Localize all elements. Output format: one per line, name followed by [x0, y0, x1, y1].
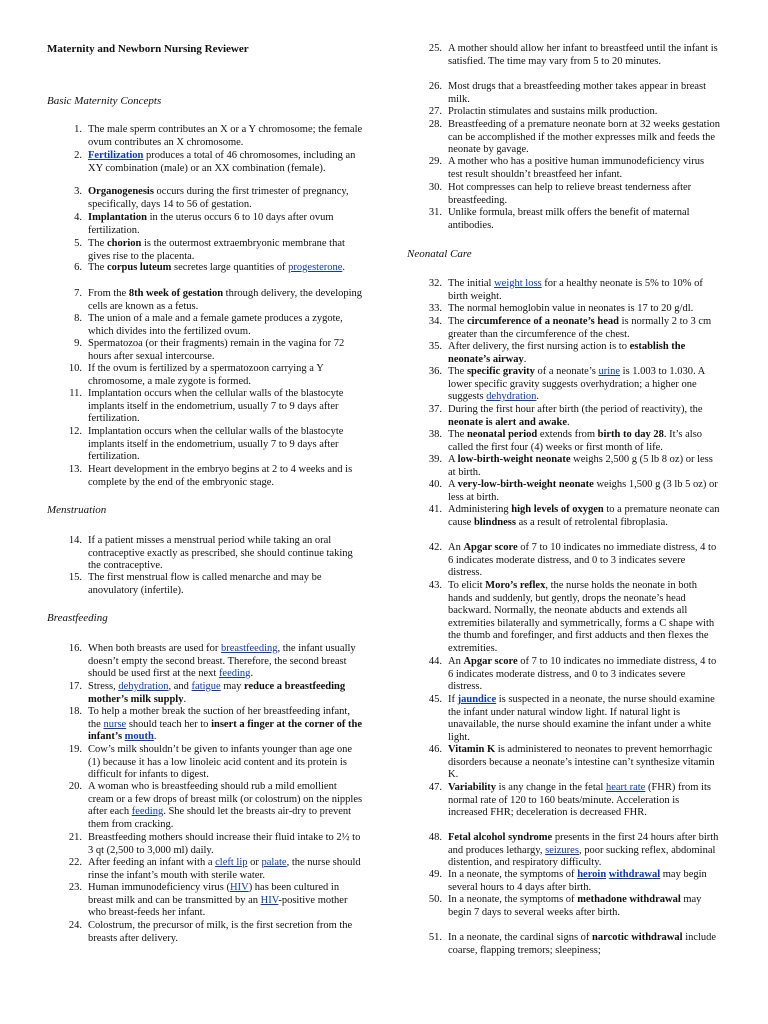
item-number: 50.	[428, 894, 442, 905]
item-text	[448, 81, 721, 106]
item-text	[448, 894, 721, 919]
text-link[interactable]: urine	[598, 366, 621, 377]
item-text	[88, 535, 365, 573]
item-number: 26.	[428, 81, 442, 92]
bold-term: Organogenesis	[88, 186, 154, 197]
item-number: 32.	[428, 278, 442, 289]
item-number: 34.	[428, 316, 442, 327]
text-run: of 7 to 10 indicates no immediate distress, 4 to 6 indicates moderate distress, and 0 to 3 indicates severe distress.	[448, 656, 717, 693]
item-number: 13.	[68, 464, 82, 475]
item-number: 37.	[428, 404, 442, 415]
text-run: is any change in the fetal	[496, 782, 606, 793]
item-number: 27.	[428, 106, 442, 117]
text-run: After delivery, the first nursing action is to	[448, 341, 630, 352]
item-text	[448, 504, 721, 529]
text-run: is the outermost extraembryonic membrane that gives rise to the placenta.	[88, 238, 345, 262]
text-run: An	[448, 656, 464, 667]
item-text	[88, 681, 365, 706]
text-link[interactable]: dehydration	[118, 681, 169, 692]
item-number: 23.	[68, 882, 82, 893]
item-number: 22.	[68, 857, 82, 868]
text-run: Heart development in the embryo begins at 2 to 4 weeks and is complete by the end of the embryonic stage.	[88, 464, 353, 488]
text-run: is normally 2 to 3 cm greater than the circumference of the chest.	[448, 316, 712, 340]
text-run: The union of a male and a female gamete produces a zygote, which divides into the fertilized ovum.	[88, 313, 343, 337]
item-text	[88, 857, 365, 882]
bold-term: chorion	[106, 238, 142, 249]
item-text	[88, 288, 365, 313]
item-text	[88, 920, 365, 945]
text-link[interactable]: progesterone	[288, 262, 343, 273]
item-text	[448, 580, 721, 656]
text-run: .	[250, 668, 254, 680]
text-link[interactable]: seizures	[545, 844, 579, 856]
text-run: The first menstrual flow is called menarche and may be anovulatory (infertile).	[88, 572, 322, 596]
text-run: Most drugs that a breastfeeding mother takes appear in breast milk.	[448, 81, 707, 105]
text-run: The normal hemoglobin value in neonates is 17 to 20 g/dl.	[448, 303, 694, 314]
text-run: In a neonate, the symptoms of	[448, 869, 578, 880]
item-number: 43.	[428, 580, 442, 591]
text-run: During the first hour after birth (the period of reactivity), the	[448, 404, 703, 415]
text-run: , the infant usually doesn’t empty the second breast. Therefore, the second breast should be used first at the next	[88, 643, 356, 680]
item-number: 12.	[68, 426, 82, 437]
text-run: in the uterus occurs 6 to 10 days after ovum fertilization.	[88, 212, 334, 236]
text-run: In a neonate, the symptoms of	[448, 894, 578, 905]
item-text	[88, 781, 365, 831]
text-run: A woman who is breastfeeding should rub a mild emollient cream or a few drops of breast milk (or colostrum) on the nipples after each	[88, 781, 363, 818]
bold-term: insert a finger at the corner of the infant’s	[88, 718, 363, 743]
text-run: as a result of retrolental fibroplasia.	[515, 516, 668, 528]
item-text	[88, 186, 365, 211]
item-number: 18.	[68, 706, 82, 717]
item-number: 28.	[428, 119, 442, 130]
text-link[interactable]: heart rate	[605, 782, 646, 793]
item-number: 35.	[428, 341, 442, 352]
text-run: To elicit	[448, 580, 486, 591]
text-run: The initial	[448, 278, 495, 289]
text-run: Unlike formula, breast milk offers the benefit of maternal antibodies.	[448, 207, 690, 231]
item-text	[448, 207, 721, 232]
text-run: In a neonate, the cardinal signs of	[448, 932, 593, 943]
text-run: If the ovum is fertilized by a spermatozoon carrying a Y chromosome, a male zygote is formed.	[88, 363, 324, 387]
text-run: From the	[88, 288, 129, 299]
bold-term: methadone withdrawal	[577, 894, 681, 905]
text-run: If	[448, 694, 458, 705]
text-link[interactable]: mouth	[124, 731, 154, 743]
text-run: A	[448, 454, 458, 465]
text-link[interactable]: heroin	[577, 869, 607, 880]
text-run: may	[220, 681, 245, 692]
text-link[interactable]: feeding	[218, 668, 251, 680]
bold-term: specific gravity	[466, 366, 535, 377]
bold-term: Apgar score	[463, 656, 518, 667]
bold-term: birth to day 28	[597, 429, 664, 440]
bold-term: reduce a breastfeeding mother’s milk supply	[88, 681, 346, 705]
text-run: The male sperm contributes an X or a Y chromosome; the female ovum contributes an X chromosome.	[88, 124, 363, 148]
text-run: to a premature neonate can cause	[448, 504, 720, 528]
item-text	[88, 124, 365, 149]
text-link[interactable]: feeding	[131, 806, 164, 818]
text-run: Hot compresses can help to relieve breast tenderness after breastfeeding.	[448, 182, 692, 206]
item-number: 31.	[428, 207, 442, 218]
item-number: 9.	[74, 338, 82, 349]
item-number: 44.	[428, 656, 442, 667]
bold-term: blindness	[473, 516, 516, 528]
text-link[interactable]: jaundice	[457, 694, 497, 705]
text-run: secretes large quantities of	[171, 262, 289, 273]
text-run: produces a total of 46 chromosomes, including an XY combination (male) or an XX combination (female).	[88, 150, 356, 174]
item-number: 42.	[428, 542, 442, 553]
bold-term: low-birth-weight neonate	[457, 454, 571, 465]
text-run: extends from	[537, 429, 598, 440]
item-text	[448, 869, 721, 894]
item-text	[448, 832, 721, 870]
text-run: Breastfeeding mothers should increase their fluid intake to 2½ to 3 qt (2,500 to 3,000 ml) daily.	[88, 832, 361, 856]
text-link[interactable]: Fertilization	[88, 150, 144, 161]
item-number: 49.	[428, 869, 442, 880]
text-run: A mother should allow her infant to breastfeed until the infant is satisfied. The time may vary from 5 to 20 minutes.	[448, 43, 718, 67]
item-text	[448, 404, 721, 429]
text-run: Cow’s milk shouldn’t be given to infants younger than age one (1) because it has a low linoleic acid content and its protein is difficult for infants to digest.	[88, 744, 353, 781]
item-number: 20.	[68, 781, 82, 792]
text-run: A mother who has a positive human immunodeficiency virus test result shouldn’t breastfeed her infant.	[448, 156, 705, 180]
item-number: 41.	[428, 504, 442, 515]
item-text	[88, 572, 365, 597]
item-number: 16.	[68, 643, 82, 654]
text-run: After feeding an infant with a	[88, 857, 216, 868]
item-number: 51.	[428, 932, 442, 943]
item-text	[448, 182, 721, 207]
text-run: occurs during the first trimester of pregnancy, specifically, days 14 to 56 of gestation.	[88, 186, 349, 210]
document-title: Maternity and Newborn Nursing Reviewer	[47, 43, 249, 55]
item-text	[88, 150, 365, 175]
section-heading: Breastfeeding	[47, 612, 108, 624]
item-text	[448, 656, 721, 694]
item-number: 36.	[428, 366, 442, 377]
bold-term: high levels of oxygen	[511, 504, 604, 515]
text-link[interactable]: breastfeeding	[220, 643, 278, 654]
item-number: 45.	[428, 694, 442, 705]
bold-term: circumference of a neonate’s head	[466, 316, 619, 327]
bold-term: Apgar score	[463, 542, 518, 553]
item-text	[88, 212, 365, 237]
text-run: , the nurse should rinse the infant’s mouth with sterile water.	[88, 857, 361, 881]
bold-term: corpus luteum	[106, 262, 172, 273]
section-heading: Basic Maternity Concepts	[47, 95, 162, 107]
item-text	[88, 338, 365, 363]
bold-term: neonatal period	[466, 429, 538, 440]
text-link[interactable]: HIV	[260, 894, 279, 906]
item-number: 30.	[428, 182, 442, 193]
text-run: .	[567, 416, 570, 428]
item-text	[448, 542, 721, 580]
text-link[interactable]: fatigue	[191, 681, 221, 692]
text-run: To help a mother break the suction of her breastfeeding infant, the	[88, 706, 350, 730]
item-text	[88, 262, 365, 275]
item-number: 10.	[68, 363, 82, 374]
item-number: 14.	[68, 535, 82, 546]
text-run: , poor sucking reflex, abdominal distention, and respiratory difficulty.	[448, 844, 716, 869]
text-run: The	[448, 316, 467, 327]
text-link[interactable]: palate	[261, 857, 287, 868]
item-number: 8.	[74, 313, 82, 324]
text-run: is suspected in a neonate, the nurse should examine the infant under natural window light. If natural light is unavailable, the nurse should examine the infant under a white light.	[448, 694, 715, 743]
text-run: Colostrum, the precursor of milk, is the first secretion from the breasts after delivery.	[88, 920, 353, 944]
item-text	[448, 278, 721, 303]
item-number: 4.	[74, 212, 82, 223]
text-run: weighs 2,500 g (5 lb 8 oz) or less at birth.	[448, 454, 713, 478]
item-text	[448, 303, 721, 316]
text-run: Administering	[448, 504, 512, 515]
text-run: .	[523, 353, 527, 365]
item-number: 5.	[74, 238, 82, 249]
bold-term: Fetal alcohol syndrome	[448, 832, 553, 843]
text-run: or	[247, 857, 262, 868]
text-run: weighs 1,500 g (3 lb 5 oz) or less at birth.	[448, 479, 718, 503]
bold-term: Moro’s reflex	[485, 580, 546, 591]
text-run: The	[448, 429, 467, 440]
text-run: (FHR) from its normal rate of 120 to 160 beats/minute. Acceleration is increased FHR; deceleration is decreased FHR.	[448, 782, 711, 819]
item-text	[88, 313, 365, 338]
text-run: presents in the first 24 hours after birth and produces lethargy,	[448, 832, 719, 856]
bold-term: very-low-birth-weight neonate	[457, 479, 594, 490]
text-run: The	[88, 262, 107, 273]
text-run: should teach her to	[126, 718, 212, 730]
bold-term: narcotic withdrawal	[592, 932, 683, 943]
item-text	[88, 363, 365, 388]
text-run: may begin 7 days to several weeks after birth.	[448, 894, 702, 918]
item-text	[448, 43, 721, 68]
text-run: is administered to neonates to prevent hemorrhagic disorders because a neonate’s intestine can’t synthesize vitamin K.	[448, 744, 715, 781]
item-text	[448, 341, 721, 366]
item-text	[448, 782, 721, 820]
text-run: .	[153, 731, 157, 743]
text-run: include coarse, flapping tremors; sleepiness;	[448, 932, 717, 956]
item-number: 25.	[428, 43, 442, 54]
item-number: 21.	[68, 832, 82, 843]
text-run: The	[88, 238, 107, 249]
item-text	[88, 388, 365, 426]
text-link[interactable]: HIV	[230, 882, 249, 893]
item-text	[448, 932, 721, 957]
item-number: 15.	[68, 572, 82, 583]
text-run: Implantation occurs when the cellular walls of the blastocyte implants itself in the endometrium, usually 7 to 9 days after fertilization.	[88, 426, 344, 463]
item-number: 29.	[428, 156, 442, 167]
section-heading: Neonatal Care	[407, 248, 472, 260]
text-run: A	[448, 479, 458, 490]
text-run: An	[448, 542, 464, 553]
item-text	[448, 454, 721, 479]
text-run: When both breasts are used for	[88, 643, 221, 654]
item-text	[448, 366, 721, 404]
item-number: 6.	[74, 262, 82, 273]
bold-term: Implantation	[88, 212, 147, 223]
text-run: -positive mother who breast-feeds her infant.	[88, 894, 348, 919]
item-text	[88, 706, 365, 744]
item-number: 46.	[428, 744, 442, 755]
item-number: 47.	[428, 782, 442, 793]
item-number: 24.	[68, 920, 82, 931]
item-number: 19.	[68, 744, 82, 755]
item-text	[448, 316, 721, 341]
text-run: ) has been cultured in breast milk and can be transmitted by an	[88, 882, 340, 906]
item-number: 38.	[428, 429, 442, 440]
text-run: , and	[168, 681, 192, 692]
text-link[interactable]: nurse	[103, 718, 127, 730]
text-run: Implantation occurs when the cellular walls of the blastocyte implants itself in the endometrium, usually 7 to 9 days after fertilization.	[88, 388, 344, 425]
text-run: If a patient misses a menstrual period while taking an oral contraceptive exactly as prescribed, she should continue taking the contraceptive.	[88, 535, 353, 572]
text-run: Spermatozoa (or their fragments) remain in the vagina for 72 hours after sexual intercourse.	[88, 338, 345, 362]
item-number: 3.	[74, 186, 82, 197]
item-text	[448, 744, 721, 782]
item-text	[448, 119, 721, 157]
text-link[interactable]: weight loss	[494, 278, 542, 289]
item-text	[88, 882, 365, 920]
bold-term: Variability	[448, 782, 497, 793]
text-run: may begin several hours to 4 days after birth.	[448, 869, 707, 893]
bold-term: Vitamin K	[448, 744, 496, 755]
item-text	[88, 426, 365, 464]
text-link[interactable]: cleft lip	[215, 857, 248, 868]
text-run: Stress,	[88, 681, 119, 692]
item-text	[448, 156, 721, 181]
item-text	[88, 643, 365, 681]
text-run: Prolactin stimulates and sustains milk production.	[448, 106, 658, 117]
text-link[interactable]: dehydration	[486, 391, 537, 403]
bold-term: 8th week of gestation	[128, 288, 224, 299]
item-number: 40.	[428, 479, 442, 490]
text-run: .	[536, 391, 539, 403]
bold-term: neonate is alert and awake	[448, 416, 567, 428]
text-run: of a neonate’s	[534, 366, 599, 377]
text-link[interactable]: withdrawal	[608, 869, 661, 880]
item-number: 1.	[74, 124, 82, 135]
item-number: 33.	[428, 303, 442, 314]
item-number: 11.	[69, 388, 82, 399]
item-number: 39.	[428, 454, 442, 465]
item-text	[88, 238, 365, 263]
text-run: is 1.003 to 1.030. A lower specific gravity suggests overhydration; a higher one suggests	[448, 366, 705, 403]
text-run: Breastfeeding of a premature neonate born at 32 weeks gestation can be accomplished if the mother expresses milk and feeds the neonate by gavage.	[448, 119, 721, 156]
item-number: 7.	[74, 288, 82, 299]
item-text	[448, 694, 721, 744]
item-text	[88, 464, 365, 489]
item-text	[448, 479, 721, 504]
item-text	[448, 429, 721, 454]
item-number: 2.	[74, 150, 82, 161]
text-run: for a healthy neonate is 5% to 10% of birth weight.	[448, 278, 703, 302]
text-run: of 7 to 10 indicates no immediate distress, 4 to 6 indicates moderate distress, and 0 to 3 indicates severe distress.	[448, 542, 717, 579]
item-text	[88, 744, 365, 782]
text-run: . She should let the breasts air-dry to prevent them from cracking.	[88, 806, 352, 830]
text-run: .	[342, 262, 346, 273]
item-text	[88, 832, 365, 857]
item-number: 48.	[428, 832, 442, 843]
item-text	[448, 106, 721, 119]
item-number: 17.	[68, 681, 82, 692]
text-run: , the nurse holds the neonate in both hands and suddenly, but gently, drops the neonate’s head backward. Normally, the neonate abducts and extends all extremities bilaterally and symmetrically, forms a C shape with the thumb and forefinger, and first adducts and then flexes the extremities.	[448, 580, 715, 654]
text-run: The	[448, 366, 467, 377]
text-run: . It’s also called the first four (4) weeks or first month of life.	[448, 429, 703, 453]
bold-term: establish the neonate’s airway	[448, 341, 686, 365]
text-run: .	[183, 693, 187, 705]
text-run: Human immunodeficiency virus (	[88, 882, 231, 893]
section-heading: Menstruation	[47, 504, 107, 516]
text-run: through delivery, the developing cells are known as a fetus.	[88, 288, 363, 312]
